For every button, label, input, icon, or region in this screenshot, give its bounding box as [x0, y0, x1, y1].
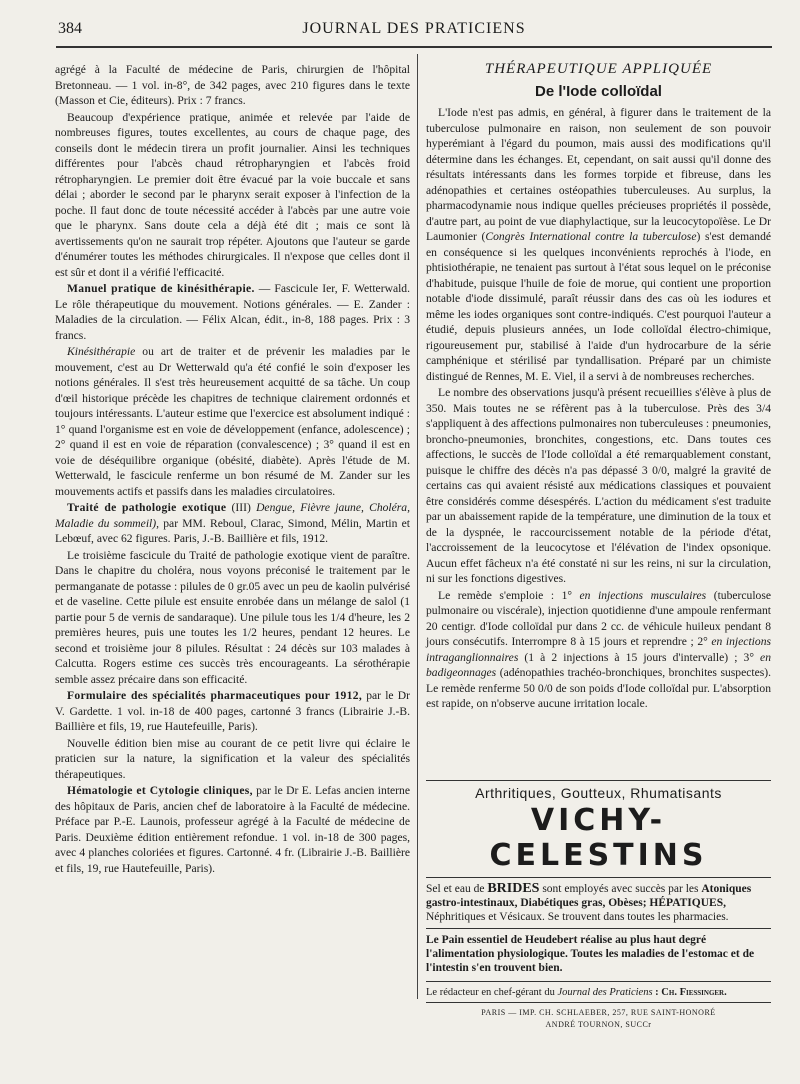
book-title: Formulaire des spécialités pharmaceutiques pour 1912, — [67, 689, 363, 702]
left-column — [55, 62, 410, 877]
paragraph: Kinésithérapie ou art de traiter et de prévenir les maladies par le mouvement, c'est au Dr Wetterwald qu'a été confié le soin d'exposer les notions générales. Il s'est très heureusement acquitté de sa tâche. Un coup d'œil historique précède les chapitres de technique clairement ordonnés et toujours intéressants. L'auteur estime que l'exercice est absolument indiqué : 1° quand l'organisme est en voie de développement (enfance, adolescence) ; 2° quand il est en voie de réparation (convalescence) ; 3° quand il est en voie de déséquilibre organique (obésité, diabète). Après l'étude de M. Wetterwald, le fascicule renferme un bon résumé de M. Zander sur les mouvements actifs et passifs dans les maladies circulatoires. — [55, 345, 410, 498]
journal-title: JOURNAL DES PRATICIENS — [302, 20, 526, 37]
paragraph: Le troisième fascicule du Traité de pathologie exotique vient de paraître. Dans le chapitre du choléra, nous voyons préconisé le traitement par le permanganate de potasse : pilules de 0 gr.05 avec un peu de kaolin pulvérisé et de vaseline. Cette pilule est ensuite enrobée dans un mélange de salol (1 partie pour 5 de vernis de sandaraque). Une pilule tous les 1/4 d'heure, les 2 premières heures, puis une toutes les 1/2 heures, pendant 12 heures. Le second et troisième jour 8 pilules. Résultat : 24 décès sur 103 malades à Calcutta. Rogers estime ces succès très encourageants. La sérothérapie semble assez précaire dans son efficacité. — [55, 548, 410, 686]
book-title: Hématologie et Cytologie cliniques, — [67, 784, 253, 797]
advertisement-block — [426, 780, 771, 1031]
printer-imprint: PARIS — IMP. CH. SCHLAEBER, 257, RUE SAINT-HONORÉ ANDRÉ TOURNON, SUCCr — [481, 1008, 716, 1029]
section-title: THÉRAPEUTIQUE APPLIQUÉE — [484, 61, 713, 77]
header-rule — [56, 46, 772, 48]
paragraph: Beaucoup d'expérience pratique, animée et relevée par l'aide de nombreuses figures, toutes excellentes, au cours de chaque page, des conseils dont le médecin tirera un profit journalier. Ainsi les techniques différentes pour l'abcès chaud rétropharyngien et l'abcès froid rétropharyngien. Le premier doit être évacué par la voie buccale et sans délai ; aborder le second par le pharynx serait exposer à l'infection de la poche. Il faut donc de toute nécessité accéder à l'abcès par une autre voie que le pharynx. Sans doute cela a déjà été dit ; mais ce sont là avertissements qu'on ne saurait trop répéter. Ajoutons que l'auteur se garde d'énumérer toutes les méthodes chirurgicales. Il n'expose que celles dont il est sûr et dont il a vérifié l'efficacité. — [55, 110, 410, 279]
paragraph: Le remède s'emploie : 1° en injections musculaires (tuberculose pulmonaire ou viscérale), injection quotidienne d'une ampoule renfermant 20 centigr. d'Iode colloïdal pur dans 2 cc. de véhicule huileux pendant 8 jours consécutifs. Interrompre 8 à 15 jours et reprendre ; 2° en injections intraganglionnaires (1 à 2 injections à 15 jours d'intervalle) ; 3° en badigeonnages (adénopathies trachéo-bronchiques, bronchites suspectes). Le remède renferme 50 0/0 de son poids d'Iode colloïdal pur. L'absorption est rapide, on n'observe aucune irritation locale. — [426, 588, 772, 710]
book-title: Manuel pratique de kinésithérapie. — [67, 282, 255, 295]
book-review-entry: Hématologie et Cytologie cliniques, par le Dr E. Lefas ancien interne des hôpitaux de Paris, ancien chef de laboratoire à la Faculté de médecine. Préface par P.-E. Launois, professeur agrégé à la Faculté de médecine de Paris. Deuxième édition entièrement refondue. 1 vol. in-18 de 300 pages, avec 4 planches coloriées et figures. Cartonné. 4 fr. (Librairie J.-B. Baillière et fils, 19, rue Hautefeuille, Paris). — [55, 784, 410, 875]
column-divider — [417, 54, 418, 999]
book-review-entry: Manuel pratique de kinésithérapie. — Fascicule Ier, F. Wetterwald. Le rôle thérapeutique du mouvement. Notions générales. — E. Zander : Maladies de la circulation. — Félix Alcan, édit., in-8, 188 pages. Prix : 3 francs. — [55, 282, 411, 342]
right-column — [426, 62, 771, 713]
page-header — [58, 18, 770, 40]
page-number: 384 — [58, 20, 82, 37]
ad-vichy-celestins: VICHY-CELESTINS — [489, 803, 708, 873]
book-review-entry: Formulaire des spécialités pharmaceutiques pour 1912, par le Dr V. Gardette. 1 vol. in-18 de 400 pages, cartonné 3 francs (Librairie J.-B. Baillière et fils, 19, rue Hautefeuille, Paris). — [55, 689, 411, 733]
book-review-entry: Traité de pathologie exotique (III) Dengue, Fièvre jaune, Choléra, Maladie du sommeil), par MM. Reboul, Clarac, Simond, Mélin, Martin et Lebœuf, avec 62 figures. Paris, J.-B. Baillière et fils, 1912. — [55, 501, 410, 545]
paragraph: Nouvelle édition bien mise au courant de ce petit livre qui éclaire le praticien sur la nature, la signification et la valeur des spécialités thérapeutiques. — [55, 736, 410, 781]
book-title: Traité de pathologie exotique — [67, 501, 227, 514]
paragraph: Le nombre des observations jusqu'à présent recueillies s'élève à plus de 350. Mais toutes ne se réfèrent pas à la tuberculose. Près des 3/4 s'appliquent à des affections pulmonaires non tuberculeuses : pneumonies, broncho-pneumonies, bronchites, congestions, etc. Dans toutes ces affections, le succès de l'Iode colloïdal a été remarquablement constant, puisque le chiffre des décès n'a pas dépassé 3 0/0, malgré la gravité de certains cas qui avaient résisté aux médications classiques et pouvaient être considérés comme désespérés. L'action du médicament s'est traduite par un abaissement rapide de la température, une diminution de la toux et de la dyspnée, le raccourcissement notable de la période d'état, l'accroissement de la leucocytose et l'élévation de l'index opsonique. Aucun effet fâcheux n'a été constaté ni sur les reins, ni sur la circulation, ni sur les fonctions digestives. — [426, 386, 771, 585]
ad-tagline: Arthritiques, Goutteux, Rhumatisants — [426, 780, 771, 801]
ad-heudebert: Le Pain essentiel de Heudebert réalise au plus haut degré l'alimentation physiologique. Toutes les maladies de l'estomac et de l'intestin s'en trouvent bien. — [426, 928, 771, 975]
article-title: De l'Iode colloïdal — [535, 82, 662, 100]
editor-line: Le rédacteur en chef-gérant du Journal des Praticiens : Ch. Fiessinger. — [426, 981, 771, 1003]
paragraph: agrégé à la Faculté de médecine de Paris, chirurgien de l'hôpital Bretonneau. — 1 vol. in-8°, de 342 pages, avec 210 figures dans le texte (Masson et Cie, éditeurs). Prix : 7 francs. — [55, 63, 410, 107]
paragraph: L'Iode n'est pas admis, en général, à figurer dans le traitement de la tuberculose pulmonaire en raison, non seulement de son pouvoir hyperémiant à l'égard du poumon, mais aussi des modifications qu'il détermine dans les échanges. Et, cependant, on sait aussi qu'il donne des résultats intéressants dans les formes torpide et fibreuse, dans les adénopathies et certaines ostéopathies tuberculeuses. Au surplus, la pharmacodynamie nous indique quelles précieuses propriétés il possède, d'autre part, au point de vue diaphylactique, sur la leucocytopoïèse. Le Dr Laumonier (Congrès International contre la tuberculose) s'est demandé en conséquence si les quelques inconvénients reprochés à l'iode, en phtisiothérapie, ne tenaient pas surtout à l'état sous lequel on le préconise d'habitude, puisque l'huile de foie de morue, qui contient une proportion notable d'iode dissimulé, paraît réussir dans des cas où les iodures et même les iodes organiques sont contre-indiqués. C'est pourquoi l'auteur a étudié, depuis plusieurs années, un Iode colloïdal électro-chimique, rigoureusement pur, stabilisé à l'aide d'un hydrocarbure de la série camphénique et stérilisé par tyndallisation. Préparé par un chimiste distingué de Rennes, M. E. Viel, il a servi à de nombreuses recherches. — [426, 106, 772, 383]
ad-brides: Sel et eau de BRIDES sont employés avec succès par les Atoniques gastro-intestinaux, Diabétiques gras, Obèses; HÉPATIQUES, Néphritiques et Vésicaux. Se trouvent dans toutes les pharmacies. — [426, 877, 771, 924]
